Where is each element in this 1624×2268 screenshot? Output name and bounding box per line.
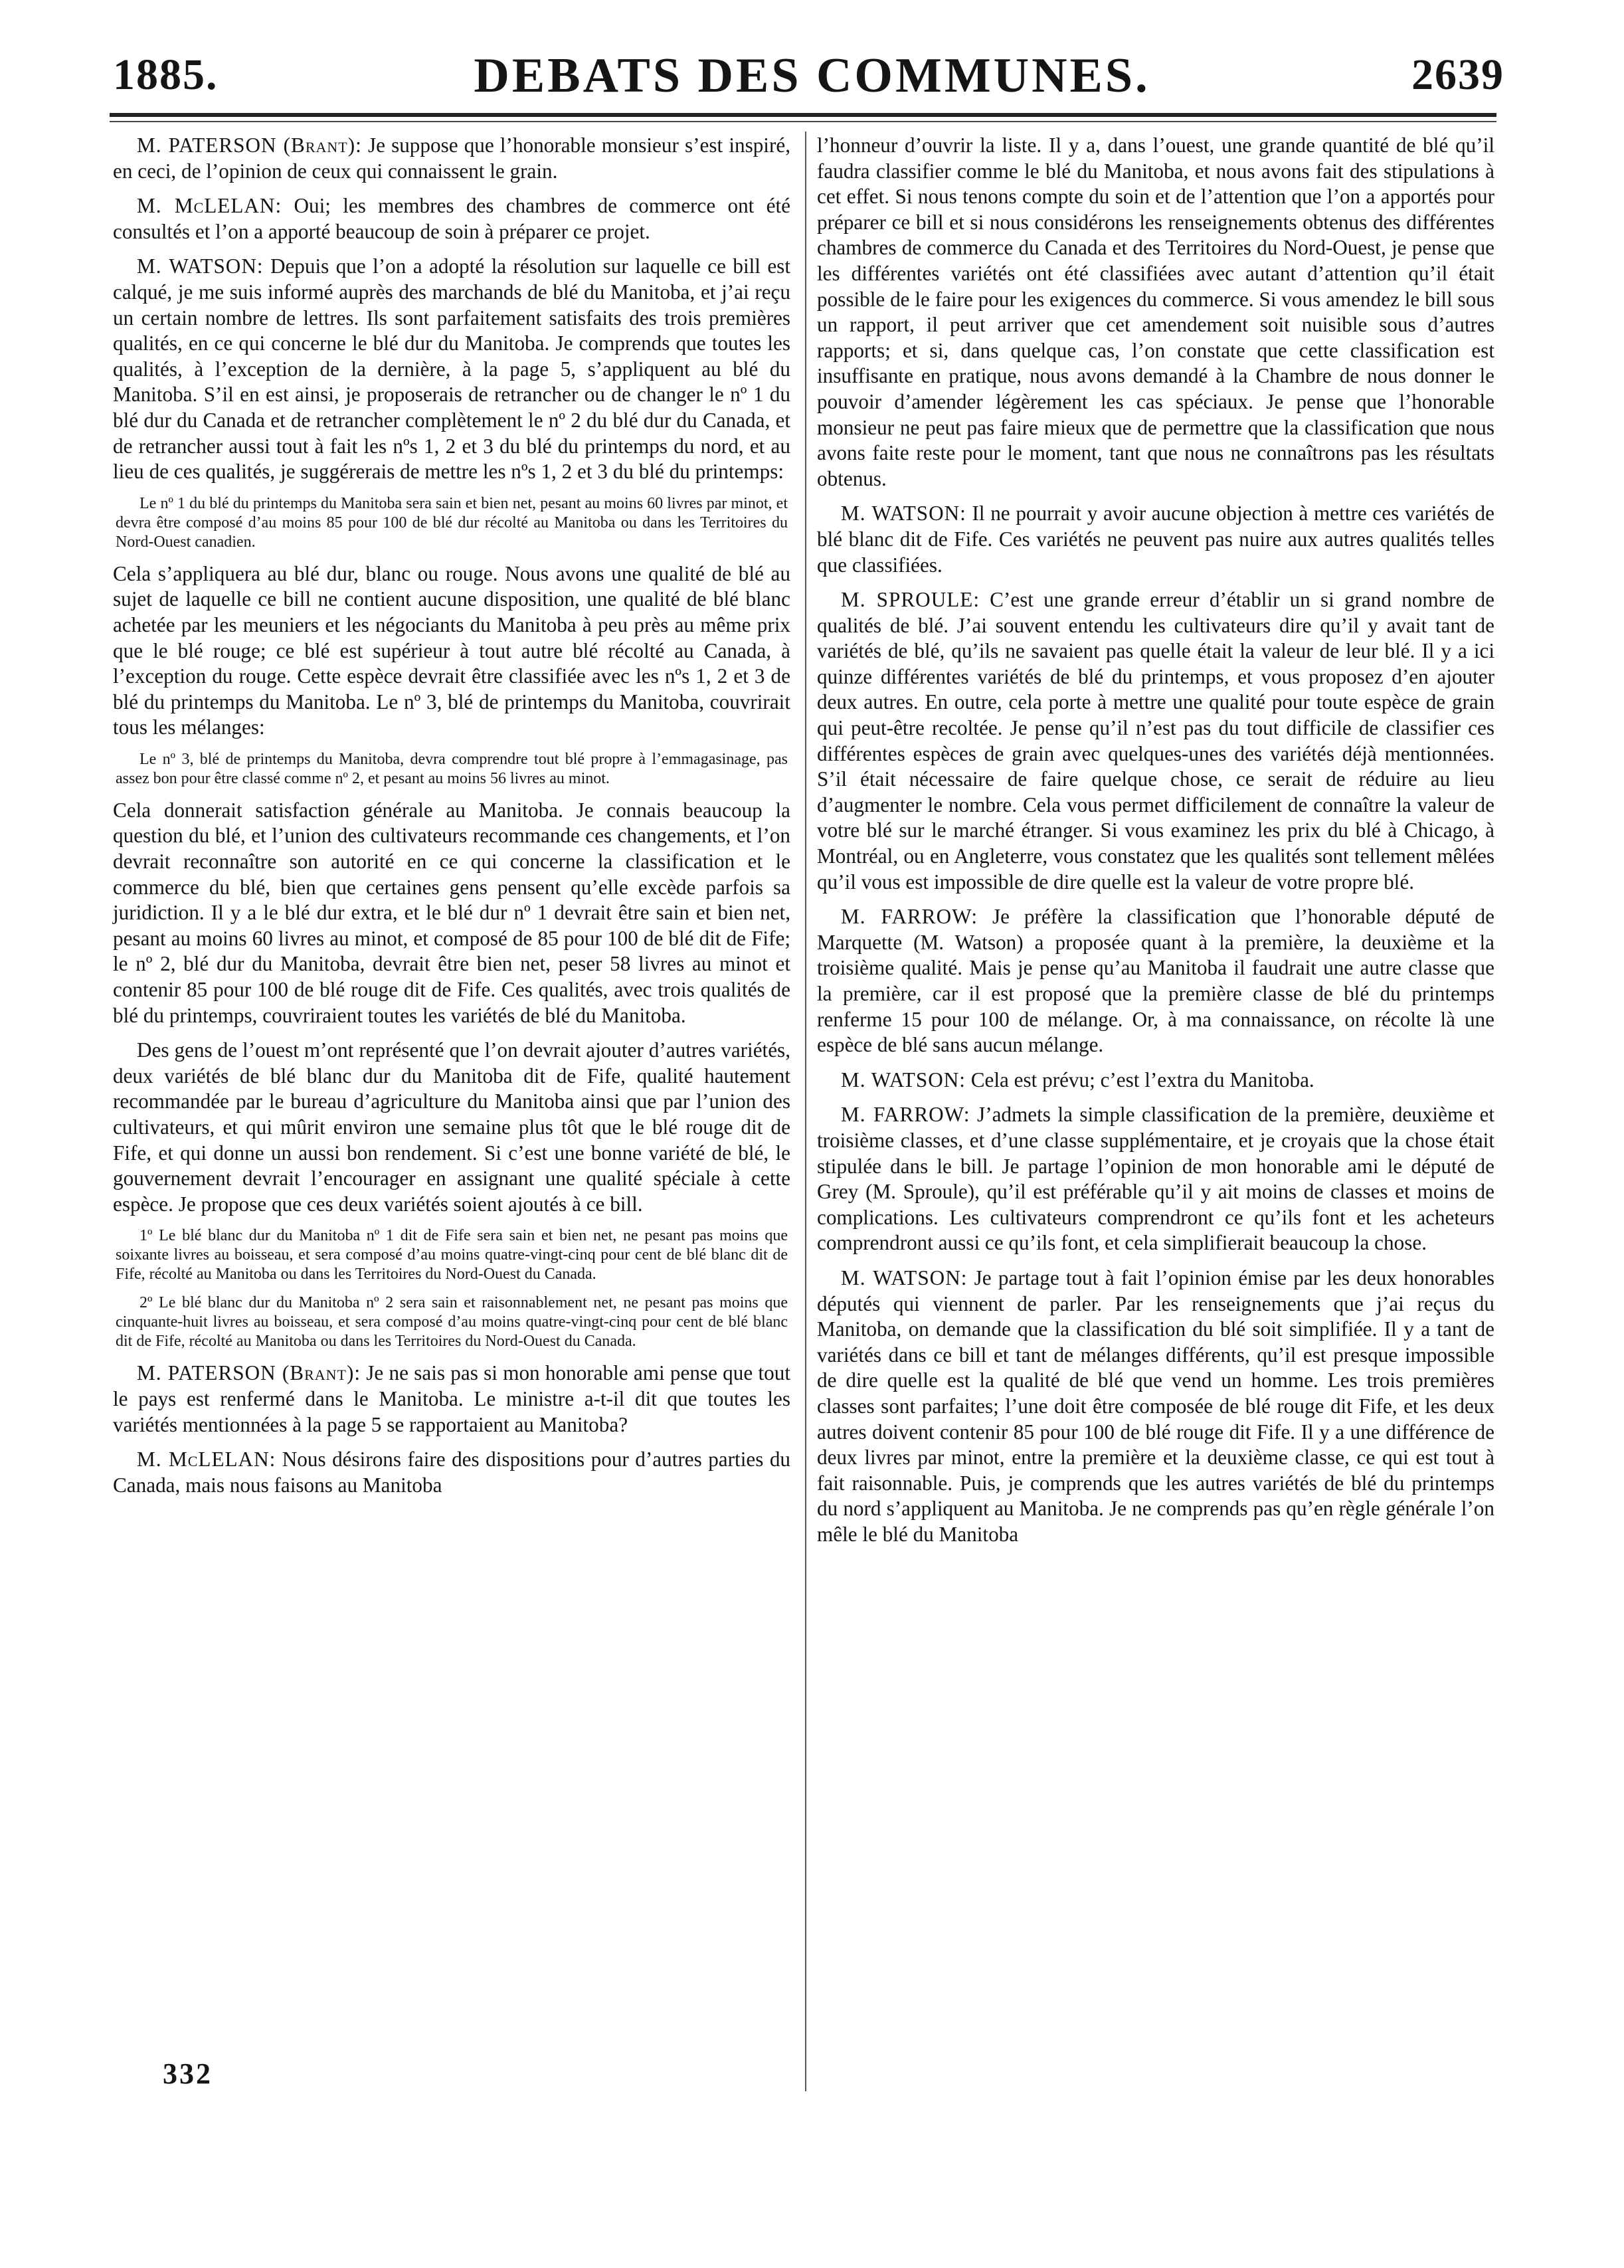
speaker-name: M. WATSON: [137,254,264,278]
text-paragraph [113,561,790,741]
paragraph-text: Il ne pourrait y avoir aucune objection à mettre ces variétés de blé blanc dit de Fife. Ces variétés ne peuvent pas nuire aux autres qualités telles que classifiées. [817,502,1494,577]
speech-paragraph [817,501,1494,578]
speech-paragraph [817,587,1494,895]
speaker-name: M. McLELAN: [137,194,282,218]
paragraph-text: Des gens de l’ouest m’ont représenté que l’on devrait ajouter d’autres variétés, deux variétés de blé blanc dur du Manitoba dit de Fife, qualité hautement recommandée par le bureau d’agriculture du Manitoba ainsi que par l’union des cultivateurs, et qui mûrit environ une semaine plus tôt que le blé rouge dit de Fife, et qui donne un aussi bon rendement. Si c’est une bonne variété de blé, le gouvernement devrait l’encourager en assignant une qualité spéciale à cette espèce. Je propose que ces deux variétés soient ajoutés à ce bill. [113,1038,790,1216]
right-column [817,133,1494,1557]
speech-paragraph [113,1361,790,1438]
paragraph-text: Je suppose que l’honorable monsieur s’est inspiré, en ceci, de l’opinion de ceux qui connaissent le grain. [113,134,791,183]
speech-paragraph [113,1447,790,1498]
column-divider [805,132,806,2091]
speech-paragraph [817,904,1494,1058]
paragraph-text: Je préfère la classification que l’honorable député de Marquette (M. Watson) a proposée quant à la première, la deuxième et la troisième qualité. Mais je pense qu’au Manitoba il faudrait une autre classe que la première, car il est proposé que la première classe de blé du printemps renferme 15 pour 100 de mélange. Or, à ma connaissance, on récolte là une espèce de blé sans aucun mélange. [817,905,1494,1057]
paragraph-text: Nous désirons faire des dispositions pour d’autres parties du Canada, mais nous faisons au Manitoba [113,1448,791,1497]
quoted-clause: Le nº 1 du blé du printemps du Manitoba sera sain et bien net, pesant au moins 60 livres par minot, et devra être composé d’au moins 85 pour 100 de blé dur récolté au Manitoba ou dans les Territoires du Nord-Ouest canadien. [116,494,788,551]
speech-paragraph [817,1266,1494,1548]
quoted-clause: 1º Le blé blanc dur du Manitoba nº 1 dit de Fife sera sain et bien net, ne pesant pas moins que soixante livres au boisseau, et sera composé d’au moins quatre-vingt-cinq pour cent de blé blanc dit de Fife, récolté au Manitoba ou dans les Territoires du Nord-Ouest du Canada. [116,1227,788,1283]
speech-paragraph [113,193,790,244]
speaker-name: M. WATSON: [841,1068,966,1091]
header-page-number: 2639 [1411,50,1504,99]
speaker-name: M. McLELAN: [137,1448,276,1471]
speaker-name: M. PATERSON (Brant): [137,1361,361,1385]
header-rule [110,113,1496,117]
header-title: DEBATS DES COMMUNES. [474,48,1150,103]
quoted-clause: Le nº 3, blé de printemps du Manitoba, devra comprendre tout blé propre à l’emmagasinage, pas assez bon pour être classé comme nº 2, et pesant au moins 56 livres au minot. [116,750,788,787]
text-paragraph [113,798,790,1028]
quoted-clause: 2º Le blé blanc dur du Manitoba nº 2 sera sain et raisonnablement net, ne pesant pas moins que cinquante-huit livres au boisseau, et sera composé d’au moins quatre-vingt-cinq pour cent de blé blanc dit de Fife, récolté au Manitoba ou dans les Territoires du Nord-Ouest du Canada. [116,1294,788,1351]
speaker-name: M. PATERSON (Brant): [137,134,362,157]
text-paragraph [113,1038,790,1217]
left-column [113,133,790,1507]
speech-paragraph [817,1068,1494,1093]
paragraph-text: Cela s’appliquera au blé dur, blanc ou rouge. Nous avons une qualité de blé au sujet de laquelle ce bill ne contient aucune disposition, une qualité de blé blanc achetée par les meuniers et les négociants du Manitoba à peu près au même prix que le blé rouge; ce blé est supérieur à tout autre blé récolté au Canada, à l’exception du rouge. Cette espèce devrait être classifiée avec les nºs 1, 2 et 3 de blé du printemps du Manitoba. Le nº 3, blé de printemps du Manitoba, couvrirait tous les mélanges: [113,561,790,739]
speech-paragraph [113,133,790,184]
speaker-name: M. WATSON: [841,1266,968,1289]
paragraph-text: Je partage tout à fait l’opinion émise par les deux honorables députés qui viennent de parler. Par les renseignements que j’ai reçus du Manitoba, on demande que la classification du blé soit simplifiée. Il y a tant de variétés dans ce bill et tant de mélanges différents, qu’il est presque impossible de dire quelle est la qualité de blé que vend un homme. Les trois premières classes sont parfaites; l’une doit être composée de blé rouge dit Fife, et les deux autres doivent contenir 85 pour 100 de blé rouge dit Fife. Il y a une différence de deux livres par minot, entre la première et la deuxième classe, ce qui est tout à fait raisonnable. Puis, je comprends que les autres variétés de blé du printemps du nord s’appliquent au Manitoba. Je ne comprends pas qu’en règle générale l’on mêle le blé du Manitoba [817,1266,1494,1546]
header-rule-thin [110,121,1496,122]
page-folio: 332 [163,2057,213,2090]
paragraph-text: J’admets la simple classification de la première, deuxième et troisième classes, et d’une classe supplémentaire, et je croyais que la chose était stipulée dans le bill. Je partage l’opinion de mon honorable ami le député de Grey (M. Sproule), qu’il est préférable qu’il y ait moins de classes et moins de complications. Les cultivateurs comprendront ce qu’ils font et les acheteurs comprendront aussi ce qu’ils font, et cela simplifierait beaucoup la chose. [817,1103,1494,1255]
paragraph-text: Je ne sais pas si mon honorable ami pense que tout le pays est renfermé dans le Manitoba. Le ministre a-t-il dit que toutes les variétés mentionnées à la page 5 se rapportaient au Manitoba? [113,1361,790,1436]
header-year: 1885. [113,50,219,99]
speaker-name: M. FARROW: [841,1103,970,1127]
paragraph-text: Cela est prévu; c’est l’extra du Manitoba. [965,1068,1314,1091]
speech-paragraph [817,1102,1494,1256]
paragraph-text: Cela donnerait satisfaction générale au Manitoba. Je connais beaucoup la question du blé, et l’union des cultivateurs recommande ces changements, et l’on devrait reconnaître son autorité en ce qui concerne la classification et le commerce du blé, bien que certaines gens pensent qu’elle excède parfois sa juridiction. Il y a le blé dur extra, et le blé dur nº 1 devrait être sain et bien net, pesant au moins 60 livres au minot, et composé de 85 pour 100 de blé dit de Fife; le nº 2, blé dur du Manitoba, devrait être bien net, peser 58 livres au minot et contenir 85 pour 100 de blé rouge dit de Fife. Ces qualités, avec trois qualités de blé du printemps, couvriraient toutes les variétés de blé du Manitoba. [113,798,790,1027]
paragraph-text: l’honneur d’ouvrir la liste. Il y a, dans l’ouest, une grande quantité de blé qu’il faudra classifier comme le blé du Manitoba, et nous avons fait des stipulations à cet effet. Si nous tenons compte du soin et de l’attention que l’on a apportés pour préparer ce bill et si nous considérons les renseignements obtenus des différentes chambres de commerce du Canada et des Territoires du Nord-Ouest, je pense que les différentes variétés ont été classifiées avec autant d’attention qu’il était possible de le faire pour les exigences du commerce. Si vous amendez le bill sous un rapport, il peut arriver que cet amendement soit nuisible sous d’autres rapports; et si, dans quelque cas, l’on constate que cette classification est insuffisante en pratique, nous avons demandé à la Chambre de nous donner le pouvoir d’amender légèrement les cas spéciaux. Je pense que l’honorable monsieur ne peut pas faire mieux que de permettre que la classification que nous avons faite reste pour le moment, tant que nous ne connaîtrons pas les résultats obtenus. [817,134,1494,490]
speech-paragraph [113,254,790,484]
paragraph-text: C’est une grande erreur d’établir un si grand nombre de qualités de blé. J’ai souvent entendu les cultivateurs dire qu’il y avait tant de variétés de blé, qu’ils ne savaient pas quelle était la valeur de leur blé. Il y a ici quinze différentes variétés de blé du printemps, et vous proposez d’en ajouter deux autres. En outre, cela porte à mettre une qualité pour toute espèce de grain qui peut-être recoltée. Je pense qu’il n’est pas du tout difficile de classifier ces différentes espèces de grain avec quelques-unes des variétés déjà mentionnées. S’il était nécessaire de faire quelque chose, ce serait de réduire au lieu d’augmenter le nombre. Cela vous permet difficilement de connaître la valeur de votre blé sur le marché étranger. Si vous examinez les prix du blé à Chicago, à Montréal, ou en Angleterre, vous constatez que les qualités sont tellement mêlées qu’il vous est impossible de dire quelle est la valeur de votre propre blé. [817,588,1494,894]
paragraph-text: Oui; les membres des chambres de commerce ont été consultés et l’on a apporté beaucoup de soin à préparer ce projet. [113,194,791,243]
speaker-name: M. FARROW: [841,905,978,929]
speaker-name: M. WATSON: [841,502,966,525]
paragraph-text: Depuis que l’on a adopté la résolution sur laquelle ce bill est calqué, je me suis informé auprès des marchands de blé du Manitoba, et j’ai reçu un certain nombre de lettres. Ils sont parfaitement satisfaits des trois premières qualités, en ce qui concerne le blé dur du Manitoba. Je comprends que toutes les qualités, à l’exception de la dernière, à la page 5, s’appliquent au blé du Manitoba. S’il en est ainsi, je proposerais de retrancher ou de changer le nº 1 du blé dur du Canada et de retrancher complètement le nº 2 du blé dur du Canada, et de retrancher aussi tout à fait les nºs 1, 2 et 3 du blé du printemps du nord, et au lieu de ces qualités, je suggérerais de mettre les nºs 1, 2 et 3 du blé du printemps: [113,254,790,484]
page-header [0,0,1624,126]
text-paragraph [817,133,1494,492]
speaker-name: M. SPROULE: [841,588,980,612]
